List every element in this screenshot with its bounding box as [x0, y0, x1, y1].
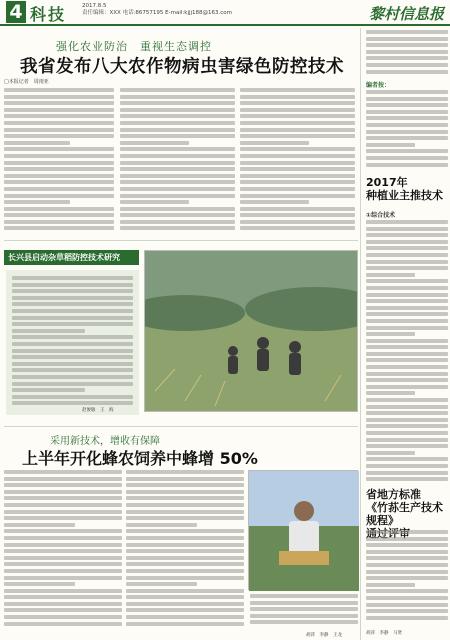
text-line — [12, 302, 133, 306]
text-line — [4, 582, 75, 586]
text-line — [4, 167, 114, 171]
text-line — [366, 589, 448, 593]
text-line — [126, 503, 244, 507]
section-title: 科技 — [30, 5, 67, 24]
text-line — [366, 477, 448, 481]
text-line — [12, 375, 133, 379]
text-line — [366, 136, 448, 140]
text-line — [366, 246, 448, 250]
text-line — [366, 358, 448, 362]
text-line — [240, 114, 355, 118]
text-line — [126, 576, 244, 580]
text-line — [126, 543, 244, 547]
text-line — [4, 200, 70, 204]
text-line — [120, 220, 235, 224]
text-line — [366, 464, 448, 468]
text-line — [366, 37, 448, 41]
text-line — [4, 608, 122, 612]
text-line — [4, 154, 114, 158]
text-line — [240, 207, 355, 211]
text-line — [366, 233, 448, 237]
text-line — [240, 101, 355, 105]
sidebar-text-2 — [366, 530, 448, 626]
text-line — [366, 70, 448, 74]
text-line — [120, 174, 235, 178]
text-line — [120, 213, 235, 217]
text-line — [4, 523, 75, 527]
text-line — [4, 615, 122, 619]
text-line — [126, 562, 244, 566]
text-line — [366, 253, 448, 257]
sidebar-signature: 胡萍 李静 马贤 — [366, 631, 402, 636]
text-line — [366, 299, 448, 303]
text-line — [126, 602, 244, 606]
text-line — [120, 161, 235, 165]
text-line — [120, 167, 235, 171]
text-line — [366, 306, 448, 310]
text-line — [366, 266, 448, 270]
editor-note-text — [366, 90, 448, 170]
sidebar-intro-text — [366, 30, 448, 75]
text-line — [4, 95, 114, 99]
masthead — [0, 0, 450, 26]
text-line — [240, 147, 355, 151]
text-line — [366, 431, 448, 435]
feature-box-signature: 赵俊敏 王 海 — [82, 408, 114, 413]
text-line — [240, 226, 355, 230]
text-line — [12, 289, 133, 293]
issue-date: 2017.8.5 — [82, 3, 107, 9]
bottom-text-col-1 — [4, 470, 122, 632]
text-line — [4, 503, 122, 507]
text-line — [366, 123, 448, 127]
text-line — [120, 226, 235, 230]
text-line — [250, 594, 358, 598]
text-line — [366, 352, 448, 356]
text-line — [12, 335, 133, 339]
text-line — [240, 174, 355, 178]
text-line — [126, 523, 197, 527]
section-divider-2 — [4, 426, 358, 427]
text-line — [120, 95, 235, 99]
bottom-text-col-2 — [126, 470, 244, 632]
text-line — [366, 563, 448, 567]
text-line — [4, 147, 114, 151]
text-line — [4, 496, 122, 500]
text-line — [366, 550, 448, 554]
text-line — [4, 134, 114, 138]
text-line — [240, 108, 355, 112]
text-line — [4, 220, 114, 224]
text-line — [4, 213, 114, 217]
text-line — [4, 529, 122, 533]
text-line — [12, 296, 133, 300]
text-line — [366, 583, 415, 587]
text-line — [4, 490, 122, 494]
text-line — [4, 477, 122, 481]
text-line — [240, 220, 355, 224]
feature-box-title: 长兴县启动杂草稻防控技术研究 — [4, 250, 139, 265]
text-line — [366, 130, 448, 134]
text-line — [4, 114, 114, 118]
text-line — [12, 382, 133, 386]
text-line — [366, 457, 448, 461]
text-line — [12, 349, 133, 353]
text-line — [240, 128, 355, 132]
text-line — [366, 110, 448, 114]
text-line — [126, 510, 244, 514]
text-line — [120, 141, 189, 145]
text-line — [366, 260, 448, 264]
text-line — [366, 56, 448, 60]
text-line — [4, 549, 122, 553]
text-line — [240, 121, 355, 125]
main-text-col-2 — [120, 88, 235, 238]
text-line — [366, 609, 448, 613]
text-line — [366, 596, 448, 600]
main-text-col-1 — [4, 88, 114, 238]
text-line — [250, 614, 358, 618]
editor-line: 责任编辑：XXX — [82, 10, 121, 16]
text-line — [120, 88, 235, 92]
text-line — [240, 194, 355, 198]
text-line — [12, 283, 133, 287]
text-line — [240, 167, 355, 171]
text-line — [4, 207, 114, 211]
text-line — [366, 279, 448, 283]
text-line — [120, 121, 235, 125]
text-line — [12, 329, 85, 333]
text-line — [366, 378, 448, 382]
text-line — [240, 154, 355, 158]
text-line — [366, 156, 448, 160]
text-line — [126, 549, 244, 553]
text-line — [250, 607, 358, 611]
text-line — [126, 470, 244, 474]
sidebar-text-1 — [366, 220, 448, 482]
text-line — [120, 114, 235, 118]
text-line — [366, 438, 448, 442]
text-line — [126, 483, 244, 487]
main-kicker: 强化农业防治 重视生态调控 — [56, 40, 212, 53]
text-line — [126, 516, 244, 520]
text-line — [366, 273, 415, 277]
text-line — [250, 601, 358, 605]
paper-name: 黎村信息报 — [368, 5, 444, 23]
text-line — [12, 309, 133, 313]
text-line — [366, 424, 448, 428]
contact-line: 电话:86757195 E-mail:kjjj188@163.com — [122, 10, 233, 16]
bottom-signature: 胡萍 李静 王龙 — [306, 633, 342, 638]
text-line — [126, 556, 244, 560]
text-line — [366, 116, 448, 120]
text-line — [12, 388, 85, 392]
text-line — [126, 496, 244, 500]
text-line — [366, 286, 448, 290]
text-line — [366, 312, 448, 316]
text-line — [240, 88, 355, 92]
text-line — [12, 316, 133, 320]
text-line — [366, 556, 448, 560]
main-text-col-3 — [240, 88, 355, 238]
text-line — [4, 483, 122, 487]
text-line — [120, 207, 235, 211]
text-line — [250, 620, 358, 624]
main-headline: 我省发布八大农作物病虫害绿色防控技术 — [20, 57, 344, 77]
text-line — [366, 63, 448, 67]
sidebar-subhead: ①综合技术 — [366, 212, 396, 219]
field-photo — [144, 250, 358, 412]
text-line — [4, 174, 114, 178]
text-line — [4, 128, 114, 132]
text-line — [4, 536, 122, 540]
text-line — [240, 134, 355, 138]
text-line — [12, 322, 133, 326]
text-line — [4, 562, 122, 566]
text-line — [366, 103, 448, 107]
text-line — [366, 576, 448, 580]
bottom-headline: 上半年开化蜂农饲养中蜂增 50% — [22, 449, 258, 468]
text-line — [126, 595, 244, 599]
text-line — [4, 510, 122, 514]
text-line — [12, 355, 133, 359]
text-line — [4, 556, 122, 560]
text-line — [366, 418, 448, 422]
text-line — [240, 213, 355, 217]
text-line — [366, 603, 448, 607]
text-line — [366, 537, 448, 541]
text-line — [366, 372, 448, 376]
beekeeper-photo-illustration — [249, 471, 359, 591]
text-line — [120, 180, 235, 184]
text-line — [126, 589, 244, 593]
text-line — [4, 543, 122, 547]
text-line — [4, 569, 122, 573]
text-line — [366, 570, 448, 574]
text-line — [366, 411, 448, 415]
text-line — [366, 293, 448, 297]
text-line — [4, 108, 114, 112]
text-line — [4, 88, 114, 92]
text-line — [4, 180, 114, 184]
text-line — [126, 536, 244, 540]
text-line — [366, 398, 448, 402]
text-line — [366, 90, 448, 94]
text-line — [4, 101, 114, 105]
text-line — [126, 582, 197, 586]
text-line — [4, 470, 122, 474]
text-line — [366, 385, 448, 389]
sidebar-headline-1 — [366, 176, 448, 202]
editor-note-label: 编者按： — [366, 82, 391, 89]
beekeeper-photo — [248, 470, 358, 590]
text-line — [366, 391, 415, 395]
text-line — [12, 368, 133, 372]
text-line — [366, 339, 448, 343]
text-line — [240, 95, 355, 99]
text-line — [366, 530, 448, 534]
sidebar-headline-2-text: 省地方标准 《竹荪生产技术规程》 — [366, 488, 443, 527]
issue-info — [82, 3, 232, 17]
text-line — [120, 128, 235, 132]
text-line — [366, 444, 448, 448]
text-line — [366, 543, 448, 547]
text-line — [366, 471, 448, 475]
feature-box — [4, 240, 358, 420]
text-line — [366, 332, 415, 336]
text-line — [366, 220, 448, 224]
text-line — [366, 405, 448, 409]
text-line — [366, 345, 448, 349]
text-line — [240, 200, 309, 204]
text-line — [366, 616, 448, 620]
text-line — [366, 143, 415, 147]
text-line — [366, 50, 448, 54]
text-line — [366, 163, 448, 167]
text-line — [366, 227, 448, 231]
bottom-text-col-3 — [250, 594, 358, 630]
text-line — [12, 395, 133, 399]
text-line — [4, 121, 114, 125]
text-line — [366, 97, 448, 101]
text-line — [4, 194, 114, 198]
text-line — [120, 101, 235, 105]
text-line — [366, 326, 448, 330]
text-line — [366, 240, 448, 244]
text-line — [126, 615, 244, 619]
text-line — [126, 569, 244, 573]
text-line — [120, 200, 189, 204]
text-line — [120, 147, 235, 151]
text-line — [240, 161, 355, 165]
sidebar-headline-1-text: 2017年 种植业主推技术 — [366, 176, 443, 202]
text-line — [12, 401, 133, 405]
text-line — [126, 608, 244, 612]
text-line — [4, 141, 70, 145]
text-line — [4, 161, 114, 165]
text-line — [120, 187, 235, 191]
text-line — [4, 589, 122, 593]
text-line — [120, 108, 235, 112]
text-line — [366, 365, 448, 369]
text-line — [4, 516, 122, 520]
text-line — [126, 529, 244, 533]
text-line — [240, 141, 309, 145]
text-line — [12, 362, 133, 366]
text-line — [366, 30, 448, 34]
text-line — [4, 187, 114, 191]
field-photo-illustration — [145, 251, 358, 412]
text-line — [366, 43, 448, 47]
text-line — [126, 622, 244, 626]
text-line — [120, 154, 235, 158]
text-line — [12, 276, 133, 280]
text-line — [120, 194, 235, 198]
text-line — [4, 226, 114, 230]
text-line — [4, 622, 122, 626]
text-line — [4, 602, 122, 606]
feature-box-text — [6, 270, 139, 415]
text-line — [240, 180, 355, 184]
text-line — [12, 342, 133, 346]
text-line — [366, 149, 448, 153]
main-byline: □本报记者 周雨亚 — [4, 79, 49, 85]
text-line — [366, 451, 415, 455]
text-line — [120, 134, 235, 138]
text-line — [366, 319, 448, 323]
page-number: 4 — [6, 1, 26, 23]
text-line — [126, 477, 244, 481]
text-line — [4, 595, 122, 599]
text-line — [126, 490, 244, 494]
text-line — [4, 576, 122, 580]
text-line — [240, 187, 355, 191]
bottom-kicker: 采用新技术，增收有保障 — [50, 436, 160, 447]
